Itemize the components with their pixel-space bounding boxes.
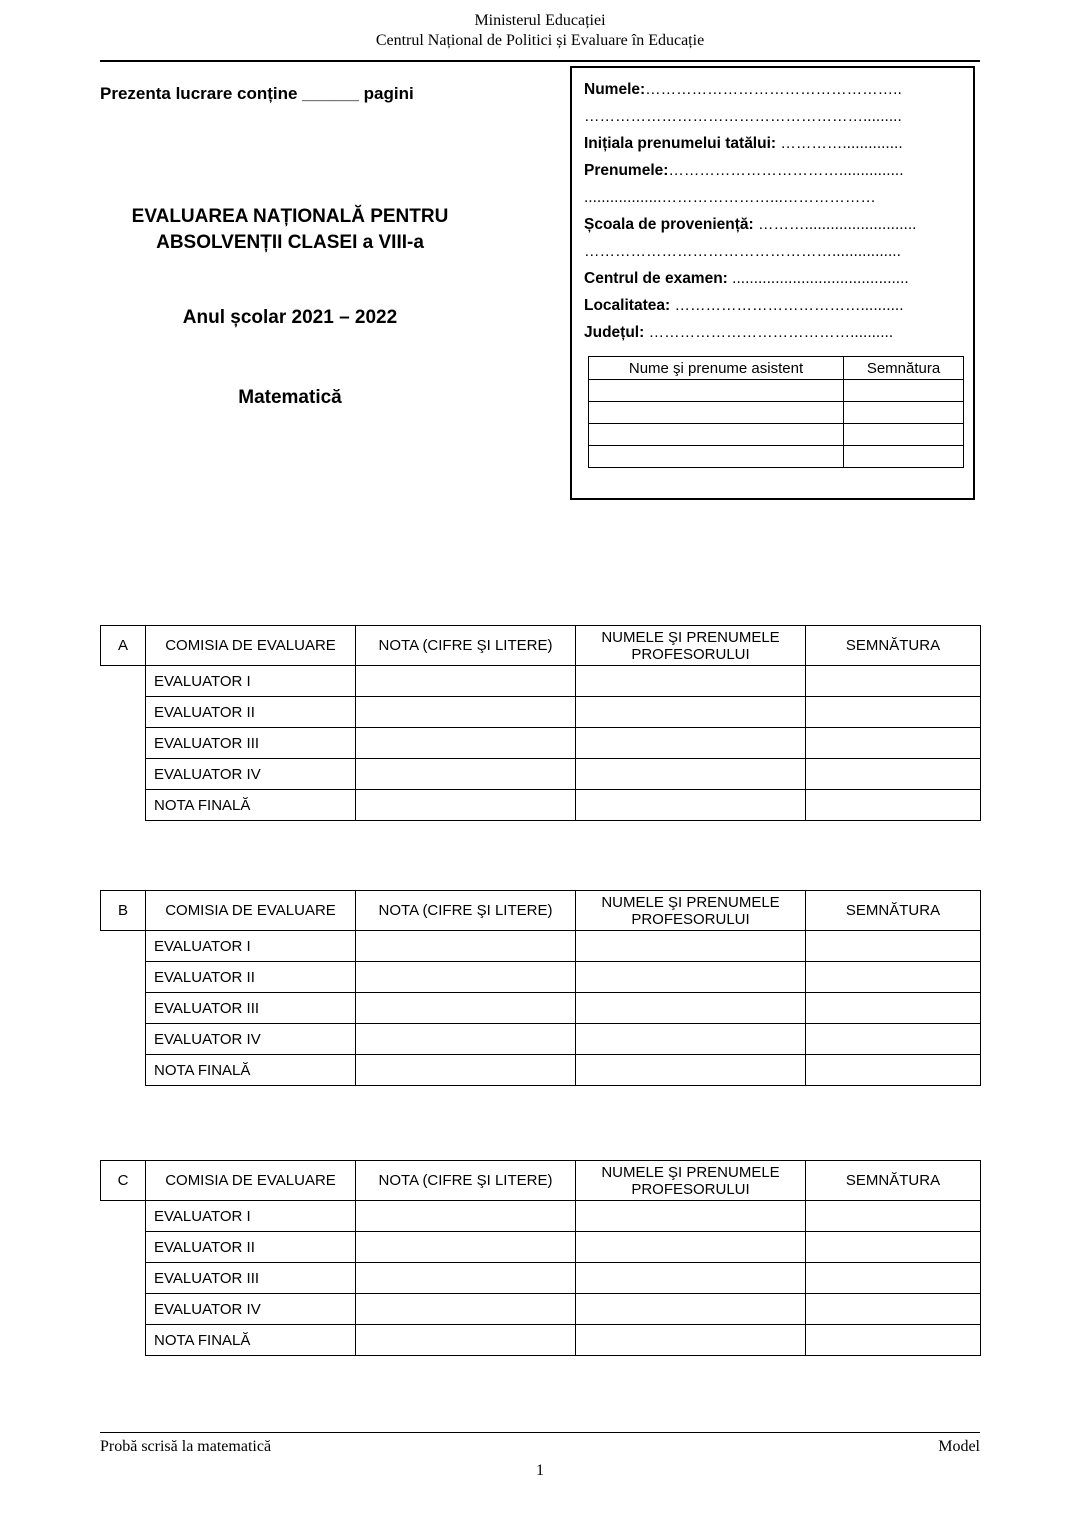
left-column — [100, 84, 480, 409]
header-nota: NOTA (CIFRE ŞI LITERE) — [356, 626, 576, 666]
ministry-name: Ministerul Educației — [474, 12, 606, 29]
empty-cell — [356, 790, 576, 821]
field-numele-dots: ………………………………………….. — [645, 81, 902, 98]
row-label-nota-finala: NOTA FINALĂ — [146, 1055, 356, 1086]
footer-left-text: Probă scrisă la matematică — [100, 1438, 272, 1455]
table-row — [101, 790, 981, 821]
empty-cell — [806, 931, 981, 962]
empty-cell — [576, 931, 806, 962]
empty-cell — [576, 666, 806, 697]
table-row — [101, 666, 981, 697]
empty-cell — [806, 1024, 981, 1055]
row-label-evaluator-3: EVALUATOR III — [146, 728, 356, 759]
candidate-info-box — [570, 66, 975, 500]
field-initiala-tatalui — [584, 130, 965, 157]
assistant-row — [589, 380, 964, 402]
empty-cell — [356, 728, 576, 759]
empty-cell — [356, 962, 576, 993]
header-numele-profesorului: NUMELE ŞI PRENUMELE PROFESORULUI — [576, 891, 806, 931]
table-row — [101, 962, 981, 993]
field-centrul-label: Centrul de examen: — [584, 270, 728, 287]
assistant-row — [589, 424, 964, 446]
empty-cell — [844, 424, 964, 446]
assistant-row — [589, 402, 964, 424]
empty-cell — [576, 1024, 806, 1055]
school-year: Anul școlar 2021 – 2022 — [182, 307, 398, 329]
empty-cell — [806, 1055, 981, 1086]
empty-cell — [576, 1201, 806, 1232]
row-label-evaluator-4: EVALUATOR IV — [146, 1294, 356, 1325]
row-label-evaluator-1: EVALUATOR I — [146, 666, 356, 697]
row-label-evaluator-2: EVALUATOR II — [146, 962, 356, 993]
table-row — [101, 993, 981, 1024]
empty-cell — [589, 424, 844, 446]
empty-cell — [844, 380, 964, 402]
table-row — [101, 1232, 981, 1263]
field-numele-continuation — [584, 103, 965, 130]
field-prenumele-label: Prenumele: — [584, 162, 669, 179]
empty-cell — [576, 728, 806, 759]
empty-cell — [589, 446, 844, 468]
field-localitatea-label: Localitatea: — [584, 297, 671, 314]
table-header-row — [101, 626, 981, 666]
empty-cell — [576, 993, 806, 1024]
field-judetul-label: Județul: — [584, 324, 645, 341]
header-nota: NOTA (CIFRE ŞI LITERE) — [356, 891, 576, 931]
evaluation-section-c — [100, 1160, 980, 1356]
field-scoala — [584, 211, 965, 238]
exam-title — [100, 204, 480, 255]
assistant-name-header: Nume şi prenume asistent — [589, 357, 844, 380]
evaluation-table-b — [100, 890, 981, 1086]
empty-cell — [806, 697, 981, 728]
field-judetul-dots: ………………………………….......... — [644, 324, 894, 341]
empty-cell — [806, 759, 981, 790]
assistant-row — [589, 446, 964, 468]
field-prenumele-dots: ……………………………............... — [668, 162, 904, 179]
header-rule — [100, 60, 980, 62]
empty-cell — [576, 1055, 806, 1086]
field-scoala-label: Școala de proveniență: — [584, 216, 754, 233]
ministry-header — [0, 12, 1080, 50]
field-localitatea — [584, 292, 965, 319]
header-comisia: COMISIA DE EVALUARE — [146, 626, 356, 666]
field-initiala-label: Inițiala prenumelui tatălui: — [584, 135, 777, 152]
header-numele-profesorului: NUMELE ŞI PRENUMELE PROFESORULUI — [576, 626, 806, 666]
empty-cell — [806, 1325, 981, 1356]
empty-cell — [806, 1201, 981, 1232]
empty-cell — [356, 697, 576, 728]
table-row — [101, 1294, 981, 1325]
empty-cell — [576, 1263, 806, 1294]
empty-cell — [806, 1294, 981, 1325]
empty-cell — [806, 1263, 981, 1294]
row-label-evaluator-4: EVALUATOR IV — [146, 759, 356, 790]
table-letter: C — [101, 1161, 146, 1201]
assistant-signature-header: Semnătura — [844, 357, 964, 380]
center-name: Centrul Național de Politici și Evaluare în Educație — [375, 32, 705, 49]
empty-cell — [356, 1263, 576, 1294]
table-row — [101, 697, 981, 728]
empty-cell — [844, 402, 964, 424]
header-numele-profesorului: NUMELE ŞI PRENUMELE PROFESORULUI — [576, 1161, 806, 1201]
dots-line: ………………………………………………......... — [584, 108, 902, 125]
empty-cell — [356, 1294, 576, 1325]
row-label-evaluator-2: EVALUATOR II — [146, 1232, 356, 1263]
empty-cell — [356, 1055, 576, 1086]
table-header-row — [101, 891, 981, 931]
evaluation-table-c — [100, 1160, 981, 1356]
header-semnatura: SEMNĂTURA — [806, 891, 981, 931]
row-label-nota-finala: NOTA FINALĂ — [146, 790, 356, 821]
empty-cell — [576, 697, 806, 728]
footer — [100, 1438, 980, 1456]
assistant-table-header-row — [589, 357, 964, 380]
header-comisia: COMISIA DE EVALUARE — [146, 1161, 356, 1201]
empty-cell — [356, 931, 576, 962]
table-letter: A — [101, 626, 146, 666]
empty-cell — [576, 962, 806, 993]
exam-title-line1: EVALUAREA NAȚIONALĂ PENTRU — [131, 206, 449, 227]
empty-cell — [356, 666, 576, 697]
row-label-evaluator-1: EVALUATOR I — [146, 1201, 356, 1232]
exam-title-line2: ABSOLVENȚII CLASEI a VIII-a — [156, 231, 424, 253]
table-row — [101, 728, 981, 759]
pages-count-line: Prezenta lucrare conține ______ pagini — [100, 84, 414, 103]
table-row — [101, 1201, 981, 1232]
subject-title: Matematică — [238, 387, 342, 409]
evaluation-section-b — [100, 890, 980, 1086]
row-label-nota-finala: NOTA FINALĂ — [146, 1325, 356, 1356]
empty-cell — [589, 380, 844, 402]
empty-cell — [576, 1325, 806, 1356]
empty-cell — [356, 993, 576, 1024]
table-row — [101, 1024, 981, 1055]
empty-cell — [576, 1232, 806, 1263]
row-label-evaluator-3: EVALUATOR III — [146, 993, 356, 1024]
table-letter: B — [101, 891, 146, 931]
row-label-evaluator-3: EVALUATOR III — [146, 1263, 356, 1294]
evaluation-table-a — [100, 625, 981, 821]
header-semnatura: SEMNĂTURA — [806, 1161, 981, 1201]
empty-cell — [576, 759, 806, 790]
page-number: 1 — [536, 1462, 544, 1479]
row-label-evaluator-4: EVALUATOR IV — [146, 1024, 356, 1055]
header-nota: NOTA (CIFRE ŞI LITERE) — [356, 1161, 576, 1201]
field-prenumele — [584, 157, 965, 184]
row-label-evaluator-2: EVALUATOR II — [146, 697, 356, 728]
footer-right-text: Model — [938, 1438, 980, 1455]
empty-cell — [589, 402, 844, 424]
empty-cell — [806, 666, 981, 697]
empty-cell — [356, 1325, 576, 1356]
field-judetul — [584, 319, 965, 346]
field-centrul-examen — [584, 265, 965, 292]
empty-cell — [356, 1201, 576, 1232]
header-comisia: COMISIA DE EVALUARE — [146, 891, 356, 931]
field-initiala-dots: ………….............. — [776, 135, 903, 152]
empty-cell — [806, 1232, 981, 1263]
evaluation-section-a — [100, 625, 980, 821]
field-scoala-continuation — [584, 238, 965, 265]
header-semnatura: SEMNĂTURA — [806, 626, 981, 666]
row-label-evaluator-1: EVALUATOR I — [146, 931, 356, 962]
footer-rule — [100, 1432, 980, 1433]
empty-cell — [356, 1232, 576, 1263]
empty-cell — [806, 790, 981, 821]
field-prenumele-continuation — [584, 184, 965, 211]
empty-cell — [806, 728, 981, 759]
empty-cell — [356, 1024, 576, 1055]
empty-cell — [806, 962, 981, 993]
dots-line: …………………………………………................ — [584, 243, 901, 260]
field-numele-label: Numele: — [584, 81, 646, 98]
empty-cell — [844, 446, 964, 468]
table-row — [101, 759, 981, 790]
field-localitatea-dots: ……………………………….......... — [670, 297, 904, 314]
dots-line: ..................…………………...……………… — [584, 189, 876, 206]
empty-cell — [576, 1294, 806, 1325]
assistant-table — [588, 356, 964, 468]
empty-cell — [576, 790, 806, 821]
field-scoala-dots: ……….......................... — [753, 216, 917, 233]
field-centrul-dots: ......................................... — [727, 270, 909, 287]
empty-cell — [356, 759, 576, 790]
table-row — [101, 1055, 981, 1086]
table-row — [101, 1263, 981, 1294]
empty-cell — [806, 993, 981, 1024]
table-row — [101, 1325, 981, 1356]
field-numele — [584, 76, 965, 103]
table-row — [101, 931, 981, 962]
table-header-row — [101, 1161, 981, 1201]
